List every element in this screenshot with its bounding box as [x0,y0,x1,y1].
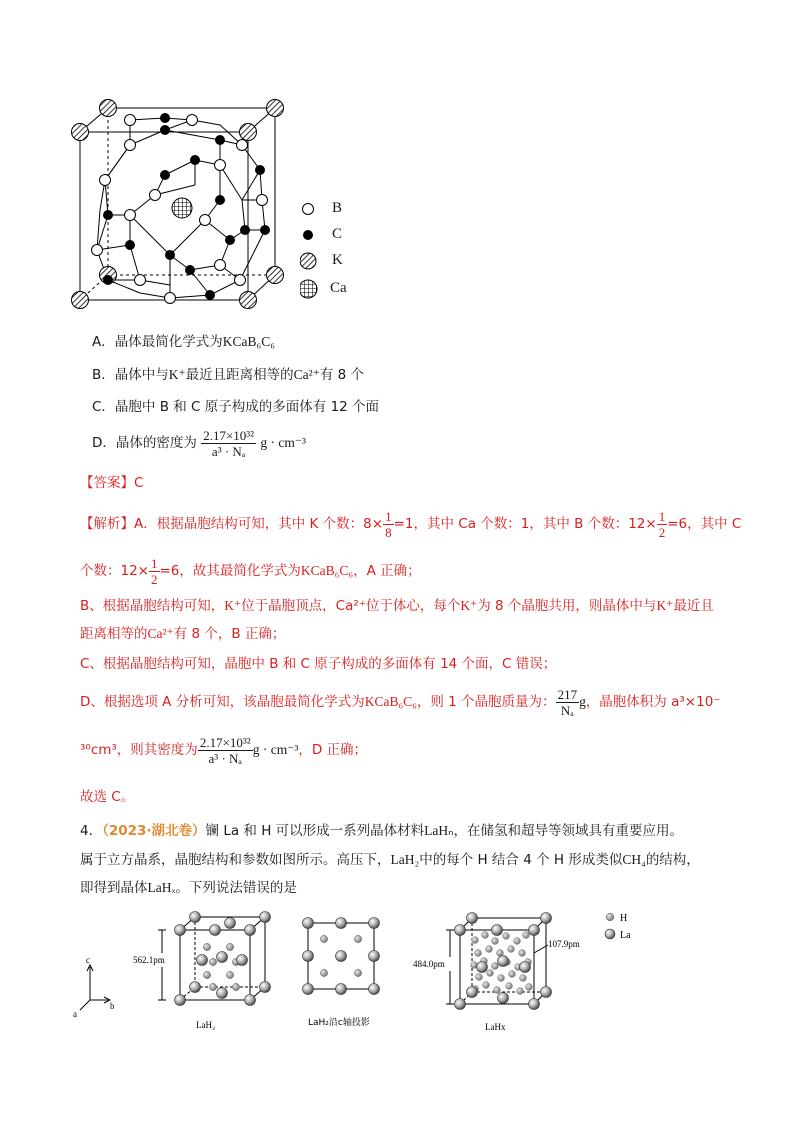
lah2-param: 562.1pm [133,955,165,965]
analysis-line-5: C、根据晶胞结构可知，晶胞中 B 和 C 原子构成的多面体有 14 个面，C 错误； [80,656,557,672]
legend-ca-label: Ca [330,280,347,296]
legend-ca-symbol [300,280,317,298]
lahx-param-1: 484.0pm [413,959,445,969]
question-4-line-1: 4．（2023·湖北卷）镧 La 和 H 可以形成一系列晶体材料LaHₙ，在储氢和超导等领域具有重要应用。 [80,823,684,839]
option-c: C．晶胞中 B 和 C 原子构成的多面体有 12 个面 [92,399,380,415]
b-atom [125,210,136,221]
b-atom [125,115,136,126]
legend-c-symbol [303,230,313,240]
c-atom [165,250,175,260]
b-atom [200,215,211,226]
option-d: D．晶体的密度为 $\frac{\text{2.17×10³²}}{\text{a³ · Nₐ}}$ g · cm⁻³ [92,427,307,459]
k-atom [267,267,284,284]
lah2-la-atoms [175,912,271,1006]
c-atom [255,165,265,175]
k-atom [267,100,284,117]
b-atom [257,195,268,206]
c-atom [240,225,250,235]
c-atom [160,170,170,180]
question-4-line-3: 即得到晶体LaHₓ。下列说法错误的是 [80,880,297,896]
lah2-caption: LaH₂ [196,1020,216,1030]
b-atom [235,275,246,286]
question-4-line-2: 属于立方晶系，晶胞结构和参数如图所示。高压下，LaH₂中的每个 H 结合 4 个 H 形成类似CH₄的结构， [80,852,700,868]
density-fraction: $\frac{\text{2.17×10³²}}{\text{a³ · Nₐ}}$ [203,427,255,459]
analysis-line-4: 距离相等的Ca²⁺有 8 个，B 正确； [80,626,286,642]
b-atom [187,115,198,126]
k-atom [240,292,257,309]
legend-h-symbol [606,913,614,921]
c-atom [185,265,195,275]
c-atom [215,195,225,205]
b-atom [100,175,111,186]
lahx-la-atoms [455,913,552,1010]
lahx-caption: LaHx [485,1022,506,1032]
k-atom [72,124,89,141]
answer-line: 【答案】C [80,475,144,491]
legend-c-label: C [332,226,343,242]
option-b: B．晶体中与K⁺最近且距离相等的Ca²⁺有 8 个 [92,367,364,383]
axis-c-label: c [86,955,90,965]
analysis-line-2: 个数：12× $\frac{1}{2}$ =6，故其最简化学式为KCaB₆C₆，A 正确； [80,555,421,587]
legend-la-symbol [605,929,615,939]
lah2-h-atoms [203,943,239,990]
axes [80,965,110,1010]
c-atom [125,240,135,250]
analysis-line-3: B、根据晶胞结构可知，K⁺位于晶胞顶点，Ca²⁺位于体心，每个K⁺为 8 个晶胞共用，则晶体中与K⁺最近且 [80,598,714,614]
crystal-legend [300,200,360,310]
axis-a-label: a [73,1009,77,1019]
analysis-line-6: D、根据选项 A 分析可知，该晶胞最简化学式为KCaB₆C₆，则 1 个晶胞质量为： $\frac{217}{\text{Nₐ}}$ g，晶胞体积为 a³×10⁻ [80,686,721,718]
k-atom [240,124,257,141]
b-atom [237,140,248,151]
axis-b-label: b [110,1001,115,1011]
c-atom [260,225,270,235]
lahx-param-2: 107.9pm [548,939,580,949]
b-atom [125,140,136,151]
analysis-line-1: 【解析】A．根据晶胞结构可知，其中 K 个数：8× $\frac{1}{8}$ =1，其中 Ca 个数：1，其中 B 个数：12× $\frac{1}{2}$ =6，其中 C [80,508,742,540]
k-atom [100,100,117,117]
legend-k-label: K [332,252,343,268]
legend-b-label: B [332,200,343,216]
c-atom [225,235,235,245]
k-atom [72,292,89,309]
c-atom [190,155,200,165]
c-atom [215,135,225,145]
question-source: （2023·湖北卷） [102,823,206,839]
option-a: A．晶体最简化学式为KCaB₆C₆ [92,334,275,350]
b-atom [215,160,226,171]
legend-k-symbol [300,253,316,269]
c-atom [103,275,113,285]
crystal-structure-figure [70,90,290,320]
projection-cell [303,918,380,995]
analysis-line-7: ³⁰cm³，则其密度为 $\frac{\text{2.17×10³²}}{\text{a³ · Nₐ}}$ g · cm⁻³，D 正确； [80,734,368,766]
b-atom [150,190,161,201]
analysis-conclusion: 故选 C。 [80,789,135,805]
c-atom [205,290,215,300]
ca-atom [172,198,192,218]
legend-symbols [300,200,322,306]
lah-structure-figure [70,905,650,1045]
projection-caption: LaH₂沿c轴投影 [308,1018,370,1028]
b-atom [92,245,103,256]
legend-la-label: La [620,930,631,941]
legend-h-label: H [620,913,628,924]
b-atom [135,275,146,286]
b-atom [165,293,176,304]
b-atom [215,260,226,271]
legend-b-symbol [303,204,314,215]
c-atom [160,125,170,135]
c-atom [160,113,170,123]
c-atom [103,210,113,220]
